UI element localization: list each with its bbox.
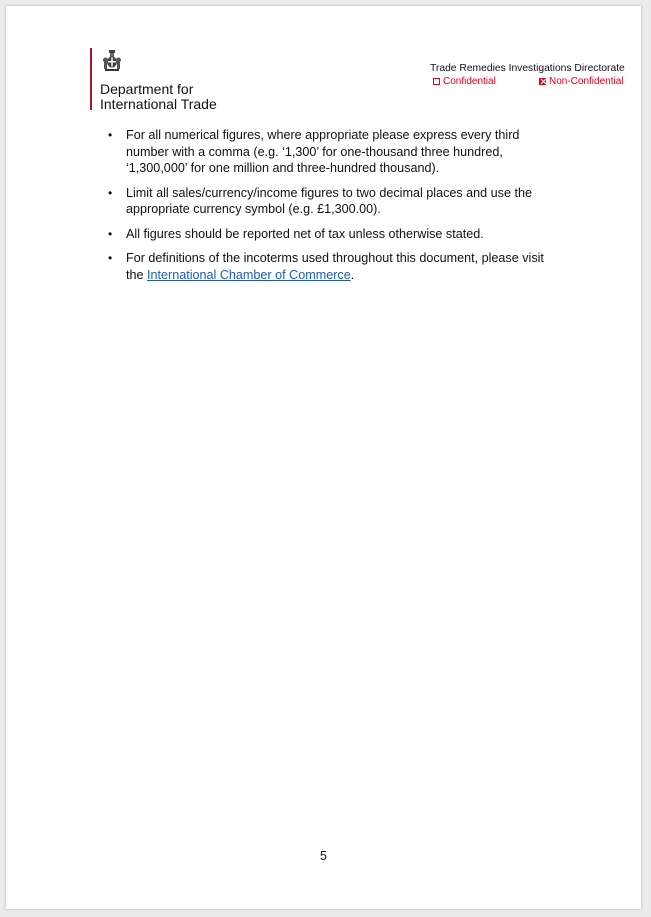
non-confidential-marker — [539, 76, 624, 87]
dit-logo — [90, 48, 217, 112]
bullet-icon: • — [108, 185, 113, 200]
bullet-icon: • — [108, 128, 113, 142]
page-number: 5 — [320, 849, 327, 863]
bullet-text-fragment: the — [126, 267, 148, 282]
bullet-text-line: ‘1,300,000’ for one million and three-hundred thousand). — [126, 161, 440, 175]
bullet-text-line: number with a comma (e.g. ‘1,300’ for one-thousand three hundred, — [126, 144, 503, 159]
guidance-bullet-list — [108, 127, 568, 291]
document-page — [6, 6, 641, 909]
non-confidential-checkbox — [539, 78, 546, 85]
bullet-text-line — [126, 267, 568, 284]
department-line-2: International Trade — [100, 96, 217, 112]
department-line-1: Department for — [100, 81, 194, 97]
confidential-checkbox — [433, 78, 440, 85]
bullet-icon: • — [108, 251, 113, 265]
directorate-title: Trade Remedies Investigations Directorate — [430, 63, 625, 74]
bullet-text-fragment: . — [350, 267, 355, 282]
crest-icon — [102, 50, 122, 72]
department-name — [100, 82, 217, 112]
icc-link[interactable]: International Chamber of Commerce — [147, 267, 351, 282]
confidential-label: Confidential — [443, 76, 496, 87]
list-item — [108, 250, 568, 283]
confidential-marker — [433, 76, 496, 87]
list-item — [108, 185, 568, 218]
bullet-text-line: All figures should be reported net of tax unless otherwise stated. — [126, 226, 484, 241]
list-item — [108, 226, 568, 243]
bullet-text-line: Limit all sales/currency/income figures to two decimal places and use the — [126, 185, 532, 200]
bullet-text-line: For definitions of the incoterms used throughout this document, please visit — [126, 251, 544, 265]
bullet-text-line: appropriate currency symbol (e.g. £1,300.00). — [126, 202, 381, 216]
non-confidential-label: Non-Confidential — [549, 76, 624, 87]
list-item — [108, 127, 568, 177]
bullet-icon: • — [108, 226, 113, 241]
bullet-text-line: For all numerical figures, where appropriate please express every third — [126, 128, 520, 142]
